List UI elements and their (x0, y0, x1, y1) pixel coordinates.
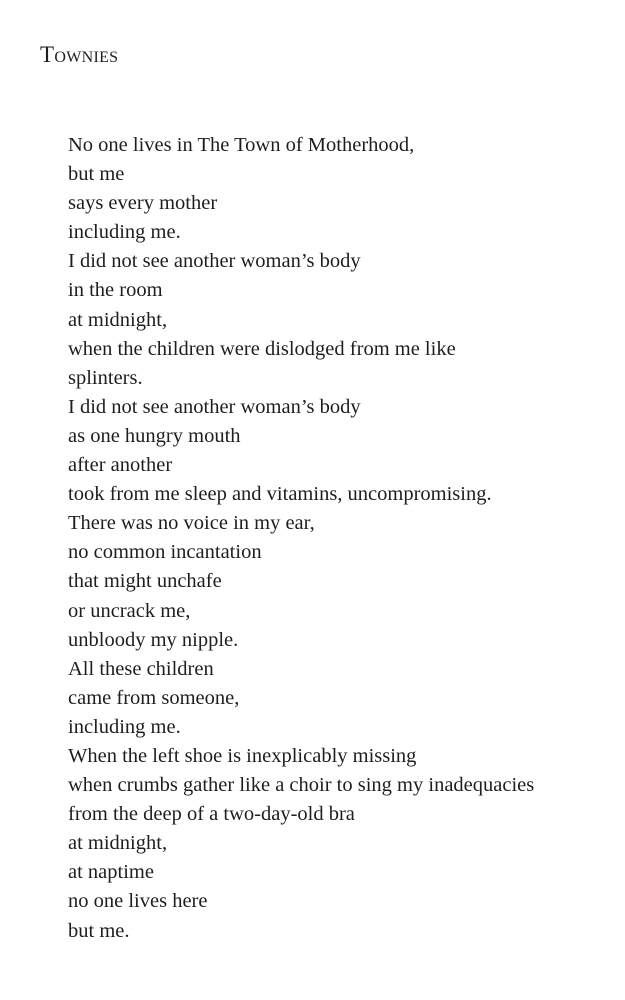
poem-line: after another (68, 454, 173, 477)
poem-line: including me. (68, 715, 181, 738)
poem-line: says every mother (68, 192, 218, 215)
poem-line: in the room (68, 279, 163, 302)
poem-line: including me. (68, 221, 181, 244)
poem-line: at naptime (68, 861, 154, 884)
poem-line: I did not see another woman’s body (68, 250, 361, 273)
poem-line: from the deep of a two-day-old bra (68, 803, 355, 826)
poem-line: came from someone, (68, 686, 240, 709)
poem-line: that might unchafe (68, 570, 222, 593)
poem-line: I did not see another woman’s body (68, 395, 361, 418)
poem-line: but me. (68, 919, 130, 942)
poem-line: when crumbs gather like a choir to sing my inadequacies (68, 774, 535, 797)
poem-line: no one lives here (68, 890, 208, 913)
poem-line: but me (68, 163, 125, 186)
poem-line: splinters. (68, 366, 143, 389)
poem-line: when the children were dislodged from me like (68, 337, 456, 360)
poem-line: unbloody my nipple. (68, 628, 239, 651)
poem-line: no common incantation (68, 541, 262, 564)
poem-line: There was no voice in my ear, (68, 512, 315, 535)
poem-body (68, 131, 534, 946)
poem-line: When the left shoe is inexplicably missing (68, 744, 417, 767)
poem-line: at midnight, (68, 308, 168, 331)
poem-line: as one hungry mouth (68, 424, 241, 447)
poem-line: took from me sleep and vitamins, uncompromising. (68, 483, 492, 506)
poem-line: at midnight, (68, 832, 168, 855)
poem-line: All these children (68, 657, 214, 680)
poem-line: or uncrack me, (68, 599, 191, 622)
poem-line: No one lives in The Town of Motherhood, (68, 134, 415, 156)
poem-title: Townies (40, 42, 119, 67)
